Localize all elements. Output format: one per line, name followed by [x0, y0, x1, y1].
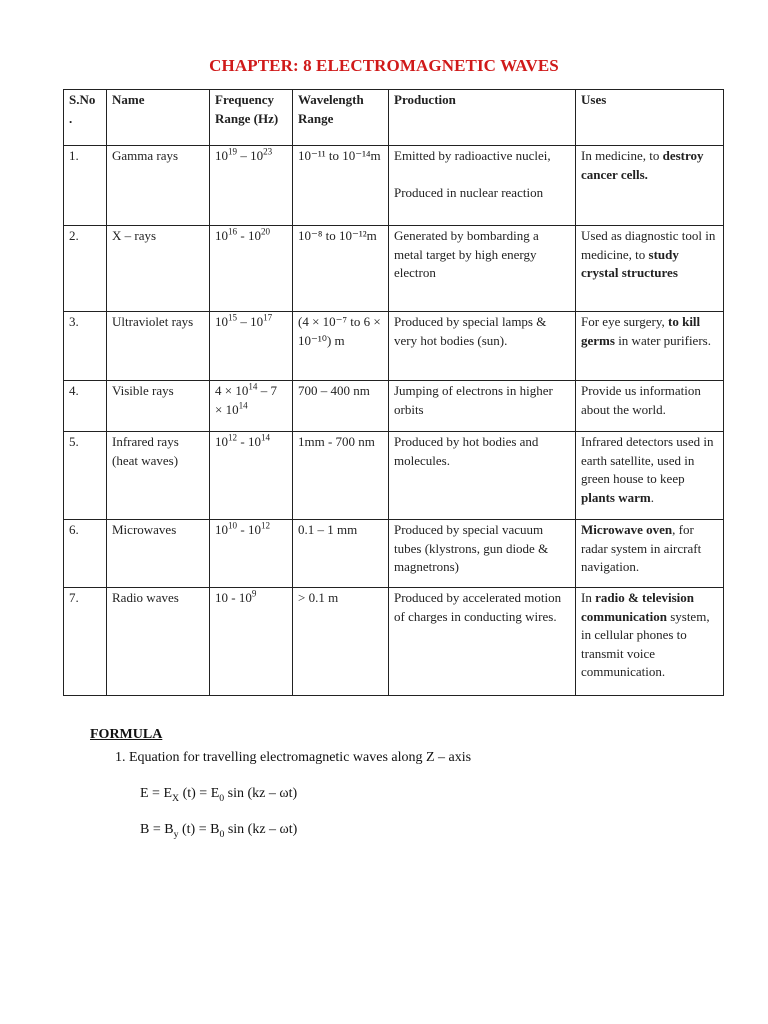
- table-row: [64, 432, 724, 520]
- cell-name: Radio waves: [107, 588, 210, 696]
- cell-sno: 2.: [64, 226, 107, 312]
- header-production: Production: [389, 90, 576, 146]
- table-row: [64, 312, 724, 381]
- cell-wavelength: 700 – 400 nm: [293, 381, 389, 432]
- header-sno: S.No .: [64, 90, 107, 146]
- header-name: Name: [107, 90, 210, 146]
- cell-name: Visible rays: [107, 381, 210, 432]
- cell-wavelength: > 0.1 m: [293, 588, 389, 696]
- cell-sno: 1.: [64, 146, 107, 226]
- cell-name: Microwaves: [107, 520, 210, 588]
- table-header-row: [64, 90, 724, 146]
- cell-production: Jumping of electrons in higher orbits: [389, 381, 576, 432]
- table-row: [64, 520, 724, 588]
- cell-frequency: $10^{16} - 10^{20}$: [210, 226, 293, 312]
- cell-frequency: $10^{10} - 10^{12}$: [210, 520, 293, 588]
- cell-sno: 6.: [64, 520, 107, 588]
- cell-production: Produced by special vacuum tubes (klystrons, gun diode & magnetrons): [389, 520, 576, 588]
- cell-name: Ultraviolet rays: [107, 312, 210, 381]
- cell-wavelength: 10⁻⁸ to 10⁻¹²m: [293, 226, 389, 312]
- cell-wavelength: 1mm - 700 nm: [293, 432, 389, 520]
- cell-wavelength: (4 × 10⁻⁷ to 6 × 10⁻¹⁰) m: [293, 312, 389, 381]
- cell-production: Produced by accelerated motion of charges in conducting wires.: [389, 588, 576, 696]
- cell-frequency: $10^{15} - 10^{17}$: [210, 312, 293, 381]
- cell-uses: In radio & television communication system, in cellular phones to transmit voice communication.: [576, 588, 724, 696]
- header-uses: Uses: [576, 90, 724, 146]
- cell-production: Generated by bombarding a metal target by high energy electron: [389, 226, 576, 312]
- equation-b-field: $B = B_y$ $(t) = B_0$ sin (kz – ωt): [140, 822, 298, 840]
- cell-uses: In medicine, to destroy cancer cells.: [576, 146, 724, 226]
- cell-uses: Infrared detectors used in earth satellite, used in green house to keep plants warm.: [576, 432, 724, 520]
- table-row: [64, 226, 724, 312]
- cell-frequency: $10 - 10^9$: [210, 588, 293, 696]
- cell-uses: Used as diagnostic tool in medicine, to study crystal structures: [576, 226, 724, 312]
- header-wavelength: Wavelength Range: [293, 90, 389, 146]
- page-title: CHAPTER: 8 ELECTROMAGNETIC WAVES: [209, 56, 559, 75]
- cell-uses: Provide us information about the world.: [576, 381, 724, 432]
- cell-wavelength: 10⁻¹¹ to 10⁻¹⁴m: [293, 146, 389, 226]
- table-row: [64, 381, 724, 432]
- table-row: [64, 146, 724, 226]
- cell-production: Emitted by radioactive nuclei, Produced in nuclear reaction: [389, 146, 576, 226]
- formula-heading: FORMULA: [90, 727, 163, 742]
- cell-wavelength: 0.1 – 1 mm: [293, 520, 389, 588]
- table-row: [64, 588, 724, 696]
- cell-name: X – rays: [107, 226, 210, 312]
- cell-production: Produced by hot bodies and molecules.: [389, 432, 576, 520]
- cell-uses: Microwave oven, for radar system in aircraft navigation.: [576, 520, 724, 588]
- cell-frequency: $10^{19} - 10^{23}$: [210, 146, 293, 226]
- cell-sno: 3.: [64, 312, 107, 381]
- header-frequency: Frequency Range (Hz): [210, 90, 293, 146]
- cell-uses: For eye surgery, to kill germs in water purifiers.: [576, 312, 724, 381]
- cell-sno: 7.: [64, 588, 107, 696]
- cell-frequency: $4 \times 10^{14} - 7 \times 10^{14}$: [210, 381, 293, 432]
- equation-e-field: $E = E_X$ $(t) = E_0$ sin (kz – ωt): [140, 786, 298, 804]
- formula-item-1: 1. Equation for travelling electromagnetic waves along Z – axis: [115, 750, 472, 765]
- em-waves-table: [63, 89, 724, 696]
- cell-production: Produced by special lamps & very hot bodies (sun).: [389, 312, 576, 381]
- cell-name: Infrared rays (heat waves): [107, 432, 210, 520]
- cell-sno: 5.: [64, 432, 107, 520]
- cell-frequency: $10^{12} - 10^{14}$: [210, 432, 293, 520]
- cell-name: Gamma rays: [107, 146, 210, 226]
- cell-sno: 4.: [64, 381, 107, 432]
